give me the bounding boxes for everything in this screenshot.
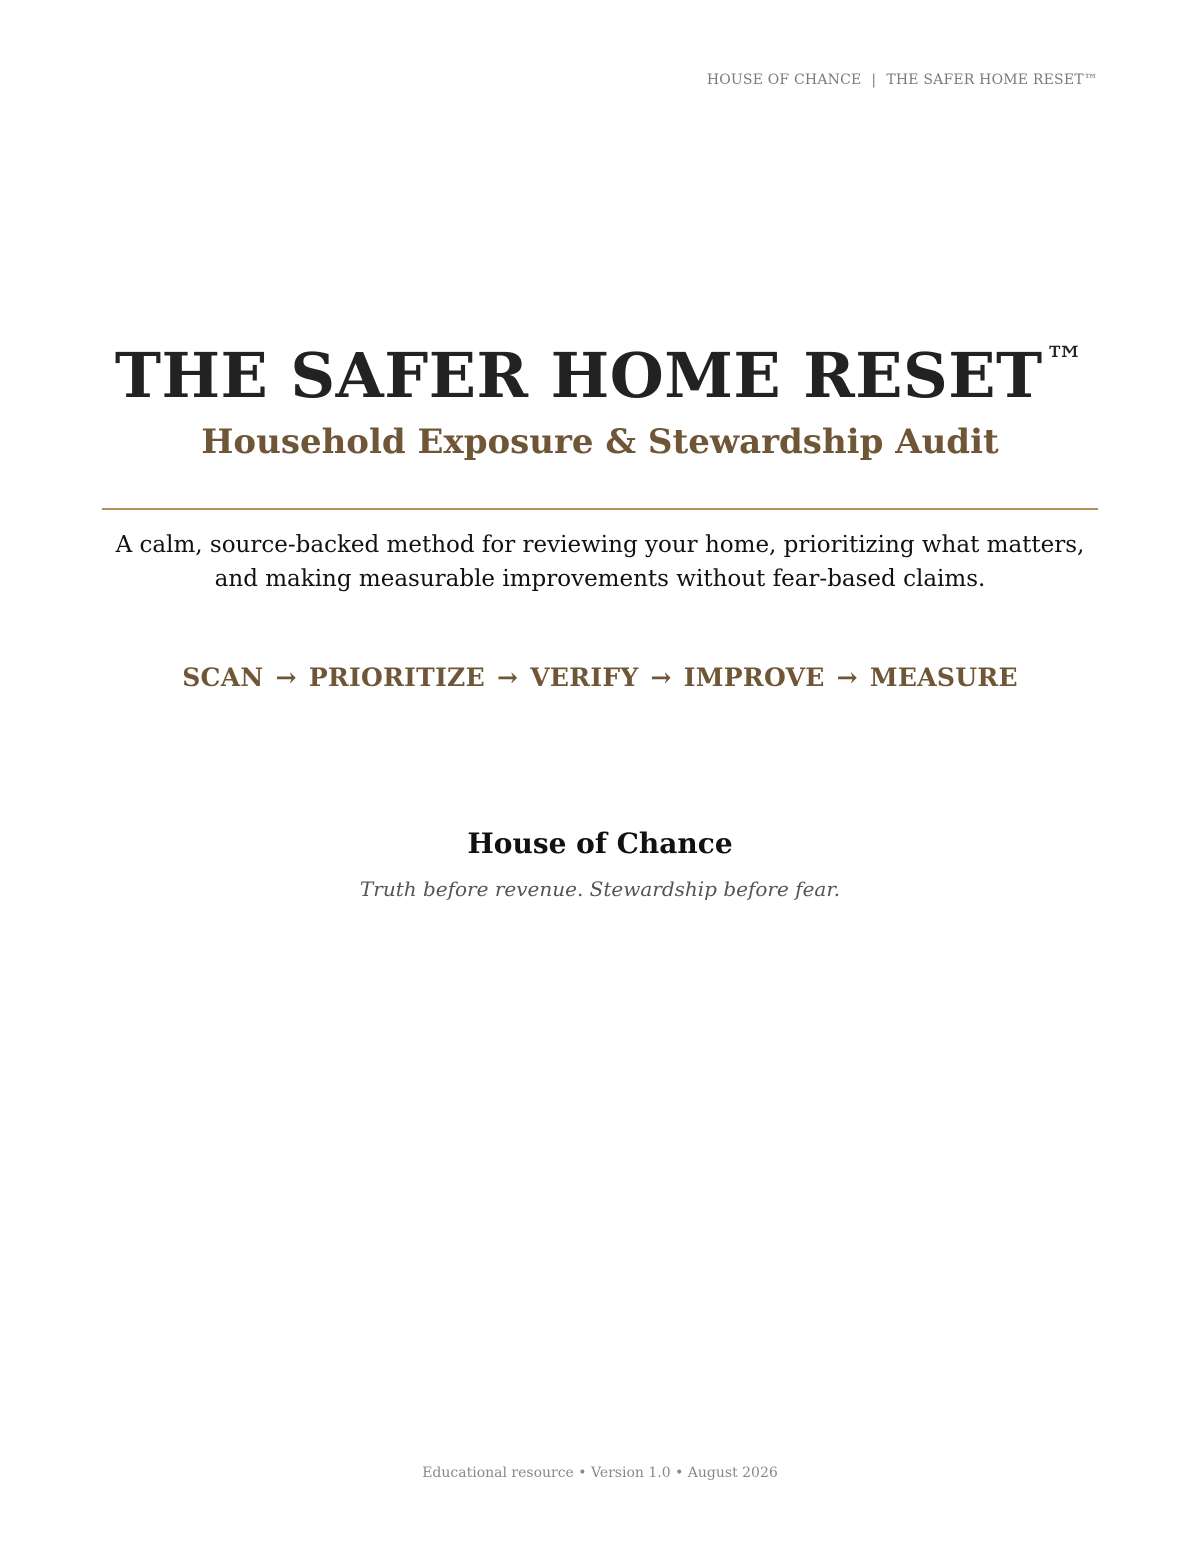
header-product: THE SAFER HOME RESET™	[886, 72, 1098, 88]
arrow-right-icon: →	[496, 663, 519, 692]
header-org: HOUSE OF CHANCE	[706, 72, 862, 88]
arrow-right-icon: →	[650, 663, 672, 692]
trademark-mark: ™	[1044, 339, 1086, 385]
document-title-text: THE SAFER HOME RESET	[114, 339, 1043, 412]
step-verify: VERIFY	[530, 663, 639, 692]
arrow-right-icon: →	[275, 663, 297, 692]
step-measure: MEASURE	[869, 663, 1018, 692]
process-steps	[0, 660, 1200, 696]
step-prioritize: PRIORITIZE	[308, 663, 485, 692]
divider-rule	[102, 508, 1098, 510]
header-separator: |	[871, 72, 877, 88]
document-subtitle: Household Exposure & Stewardship Audit	[201, 422, 999, 462]
document-title	[0, 326, 1200, 412]
step-scan: SCAN	[182, 663, 264, 692]
footer-note: Educational resource • Version 1.0 • August 2026	[422, 1465, 778, 1481]
tagline: Truth before revenue. Stewardship before fear.	[359, 877, 841, 901]
arrow-right-icon: →	[836, 663, 858, 692]
intro-paragraph: A calm, source-backed method for reviewing your home, prioritizing what matters, and making measurable improvements without fear-based claims.	[115, 532, 1085, 592]
step-improve: IMPROVE	[683, 663, 825, 692]
org-name: House of Chance	[467, 827, 733, 860]
running-header	[707, 72, 1098, 88]
